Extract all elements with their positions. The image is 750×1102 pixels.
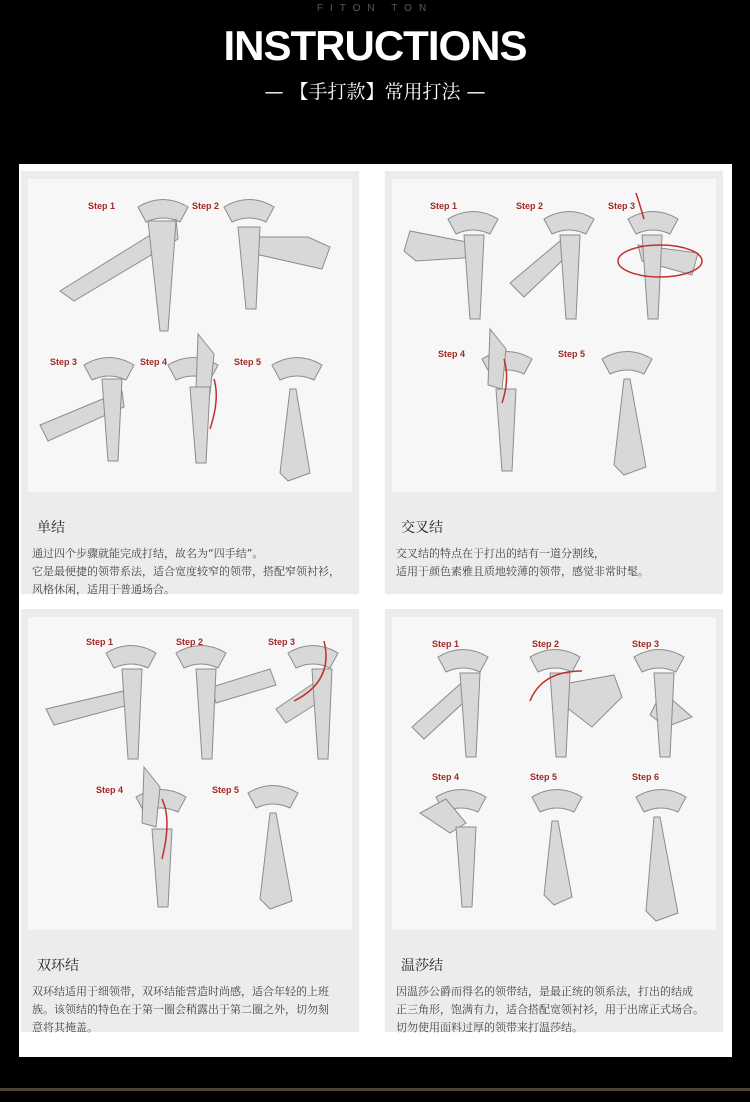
step-label: Step 1 <box>432 639 460 649</box>
tie-figure <box>602 352 652 476</box>
step-label: Step 4 <box>140 357 168 367</box>
tie-figure <box>420 790 486 908</box>
tie-figure <box>404 212 498 320</box>
tie-figure <box>530 650 622 758</box>
card-cross-knot <box>385 171 723 594</box>
step-label: Step 2 <box>176 637 204 647</box>
tie-figure <box>412 650 488 758</box>
step-label: Step 5 <box>558 349 586 359</box>
tie-figure <box>272 358 322 482</box>
step-label: Step 2 <box>516 201 544 211</box>
illustration-cross-knot <box>392 179 716 492</box>
knot-description: 通过四个步骤就能完成打结，故名为“四手结”。 它是最便捷的领带系法，适合宽度较窄的领带，搭配窄领衬衫， 风格休闲，适用于普通场合。 <box>32 547 340 596</box>
page-subtitle: — 【手打款】常用打法 — <box>264 81 486 103</box>
knot-name: 温莎结 <box>401 958 443 974</box>
instructions-board <box>19 164 732 1057</box>
tie-figure <box>628 212 698 320</box>
step-label: Step 3 <box>268 637 296 647</box>
tie-steps-diagram <box>392 617 716 930</box>
card-windsor-knot <box>385 609 723 1032</box>
step-label: Step 4 <box>438 349 466 359</box>
tie-figure <box>482 329 532 471</box>
step-label: Step 3 <box>632 639 660 649</box>
step-label: Step 5 <box>234 357 262 367</box>
bottom-divider <box>0 1088 750 1091</box>
step-label: Step 1 <box>430 201 458 211</box>
tie-figure <box>636 790 686 922</box>
step-label: Step 4 <box>96 785 124 795</box>
tie-steps-diagram <box>392 179 716 492</box>
tie-figure <box>224 200 330 310</box>
tie-figure <box>248 786 298 910</box>
illustration-windsor-knot <box>392 617 716 930</box>
tie-figure <box>168 334 218 463</box>
tie-figure <box>40 358 134 462</box>
tie-figure <box>634 650 692 758</box>
step-label: Step 3 <box>608 201 636 211</box>
tie-steps-diagram <box>28 179 352 492</box>
knot-description: 因温莎公爵而得名的领带结，是最正统的领系法，打出的结成 正三角形，饱满有力，适合搭配宽领衬衫，用于出席正式场合。 切勿使用面料过厚的领带来打温莎结。 <box>396 985 704 1034</box>
tie-figure <box>176 646 276 760</box>
knot-description: 交叉结的特点在于打出的结有一道分割线， 适用于颜色素雅且质地较薄的领带，感觉非常时髦。 <box>396 547 649 578</box>
step-label: Step 1 <box>86 637 114 647</box>
tie-figure <box>46 646 156 760</box>
step-label: Step 1 <box>88 201 116 211</box>
knot-description: 双环结适用于细领带，双环结能营造时尚感，适合年轻的上班 族。该领结的特色在于第一圈会稍露出于第二圈之外，切勿刻 意将其掩盖。 <box>32 985 329 1034</box>
card-single-knot <box>21 171 359 594</box>
knot-name: 单结 <box>37 520 65 536</box>
step-label: Step 5 <box>530 772 558 782</box>
step-label: Step 2 <box>532 639 560 649</box>
knot-name: 双环结 <box>37 958 79 974</box>
tie-figure <box>532 790 582 906</box>
tie-steps-diagram <box>28 617 352 930</box>
step-label: Step 6 <box>632 772 660 782</box>
page-title: INSTRUCTIONS <box>223 22 527 69</box>
tie-figure <box>136 767 186 907</box>
step-label: Step 2 <box>192 201 220 211</box>
step-label: Step 4 <box>432 772 460 782</box>
tie-figure <box>276 646 338 760</box>
step-label: Step 5 <box>212 785 240 795</box>
illustration-single-knot <box>28 179 352 492</box>
step-label: Step 3 <box>50 357 78 367</box>
brand-name: FITON TON <box>316 3 434 14</box>
knot-name: 交叉结 <box>401 520 443 536</box>
tie-figure <box>510 212 594 320</box>
illustration-double-loop-knot <box>28 617 352 930</box>
tie-figure <box>60 200 188 332</box>
card-double-loop-knot <box>21 609 359 1032</box>
